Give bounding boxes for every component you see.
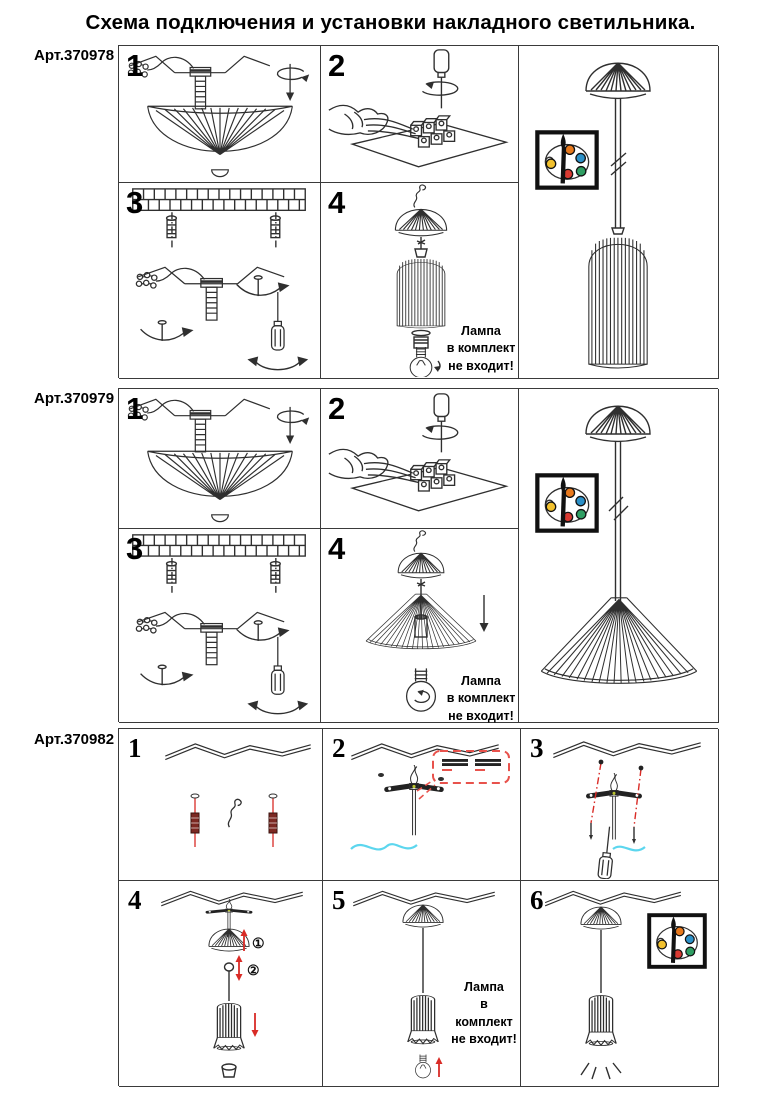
step-panel-3 (119, 529, 321, 723)
step-panel-1 (119, 389, 321, 529)
canopy-icon (586, 406, 650, 442)
ceiling-line-icon (545, 891, 681, 905)
order-marker-2: ② (247, 962, 260, 978)
step-panel-2 (321, 46, 519, 183)
light-bulb-icon (407, 668, 436, 711)
palette-icon (537, 132, 596, 187)
article-label-370978: Арт.370978 (34, 47, 115, 64)
step2-illustration (321, 389, 517, 527)
section-370982 (118, 728, 718, 1086)
assembled-lamp-illustration (519, 389, 717, 721)
ceiling-fixing-icon (133, 535, 308, 714)
wire-hook-icon (414, 185, 426, 208)
step3-illustration (119, 183, 319, 377)
step-panel-4 (321, 529, 519, 723)
mounting-bracket-icon (128, 399, 269, 452)
ceiling-line-icon (353, 891, 495, 905)
step-number: 1 (128, 733, 142, 763)
step2-illustration (323, 729, 519, 879)
page-title: Схема подключения и установки накладного светильника. (85, 11, 696, 34)
terminal-block-icon (442, 759, 501, 770)
assembled-lamp-illustration (519, 46, 717, 377)
step-number: 1 (126, 48, 144, 83)
ceiling-line-icon (165, 744, 310, 760)
light-bulb-icon (416, 1055, 431, 1078)
step3-illustration (119, 529, 319, 721)
step1-illustration (119, 389, 319, 527)
step-number: 4 (128, 885, 142, 915)
rotate-arrow-icon (278, 407, 310, 444)
step-panel-3 (521, 729, 719, 881)
cone-shade-icon (541, 598, 696, 684)
ceiling-line-icon (161, 891, 303, 905)
canopy-icon (395, 209, 446, 236)
step-number: 4 (328, 185, 346, 220)
step4-illustration (119, 881, 321, 1085)
light-rays-icon (581, 1063, 621, 1079)
canopy-icon (581, 907, 621, 929)
wire-terminal-connection-icon (328, 391, 506, 511)
step-number: 4 (328, 531, 346, 566)
step-panel-4 (321, 183, 519, 379)
step-panel-5 (323, 881, 521, 1087)
light-bulb-icon (410, 347, 432, 377)
ceiling-line-icon (553, 742, 700, 758)
step-panel-6 (521, 881, 719, 1087)
step-panel-2 (321, 389, 519, 529)
step-number: 2 (332, 733, 346, 763)
cylinder-shade-icon (589, 238, 647, 368)
step6-illustration (521, 881, 717, 1085)
lamp-note: Лампа в комплект не входит! (451, 980, 517, 1046)
canopy-icon (586, 63, 650, 99)
slim-shade-icon (214, 1003, 244, 1050)
step-panel-3 (119, 183, 321, 379)
palette-icon (649, 915, 705, 967)
lamp-note: Лампа в комплект не входит! (446, 674, 516, 723)
canopy-icon (403, 905, 443, 927)
hanging-bracket-icon (588, 773, 639, 840)
step-panel-2 (323, 729, 521, 881)
step-number: 2 (328, 48, 346, 83)
canopy-icon (398, 553, 444, 578)
slim-shade-icon (408, 996, 438, 1044)
step-number: 3 (530, 733, 544, 763)
dowel-screw-icon (191, 794, 199, 847)
ceiling-line-icon (351, 744, 498, 760)
rotate-arrow-icon (278, 64, 310, 101)
wire-hook-icon (414, 531, 426, 552)
cylinder-shade-icon (397, 259, 445, 328)
cone-shade-icon (366, 594, 476, 649)
wire-terminal-connection-icon (329, 50, 506, 167)
screwdriver-icon (598, 826, 616, 879)
step-panel-4 (119, 881, 323, 1087)
glass-bowl-shade-icon (148, 451, 293, 521)
step-number: 1 (126, 391, 144, 426)
mounting-bracket-icon (128, 56, 269, 109)
step1-illustration (119, 46, 319, 181)
section-370978 (118, 45, 718, 378)
step-panel-1 (119, 46, 321, 183)
dowel-screw-icon (269, 794, 277, 847)
wire-hook-icon (228, 799, 241, 827)
assembled-lamp-panel (519, 46, 719, 379)
step-number: 3 (126, 185, 144, 220)
step-number: 2 (328, 391, 346, 426)
ceiling-fixing-icon (133, 189, 308, 370)
step-number: 6 (530, 885, 544, 915)
palette-icon (537, 475, 596, 530)
article-label-370982: Арт.370982 (34, 731, 115, 748)
slim-shade-icon (586, 996, 616, 1046)
step-number: 3 (126, 531, 144, 566)
step-panel-1 (119, 729, 323, 881)
section-370979 (118, 388, 718, 722)
step-number: 5 (332, 885, 346, 915)
article-label-370979: Арт.370979 (34, 390, 115, 407)
lamp-note: Лампа в комплект не входит! (446, 324, 516, 373)
assembled-lamp-panel (519, 389, 719, 723)
step1-illustration (119, 729, 321, 879)
step2-illustration (321, 46, 517, 181)
order-marker-1: ① (252, 935, 265, 951)
glass-bowl-shade-icon (148, 106, 293, 176)
step3-illustration (521, 729, 717, 879)
